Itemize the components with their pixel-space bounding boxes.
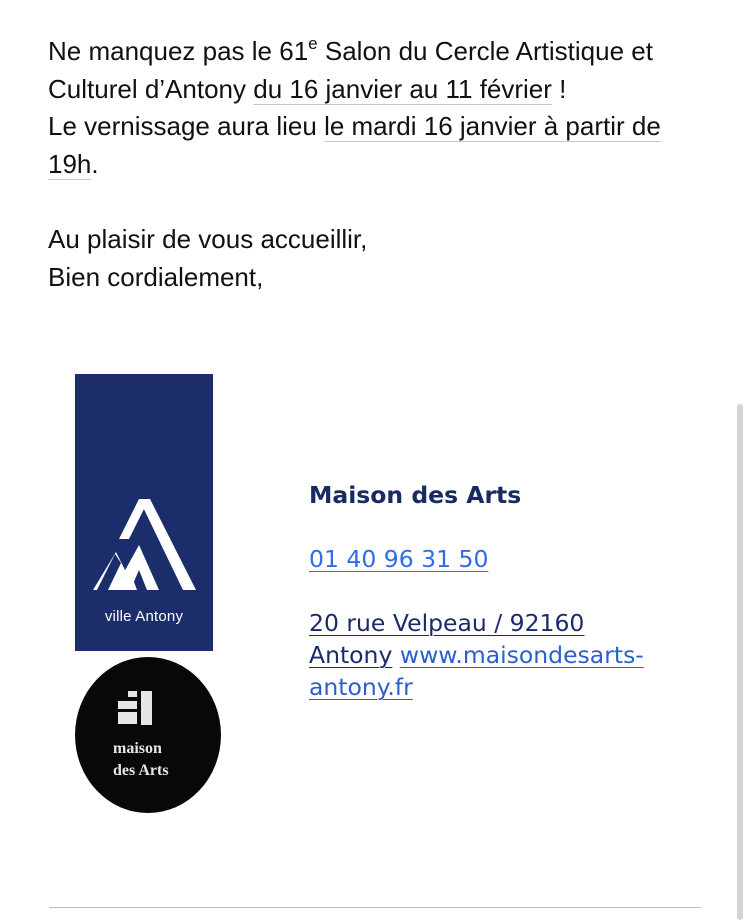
vernissage-end: .	[91, 148, 99, 179]
email-body	[48, 33, 688, 296]
exhibition-dates[interactable]: du 16 janvier au 11 février	[253, 73, 552, 104]
signature-name: Maison des Arts	[309, 481, 522, 509]
invitation-text-2: Salon du Cercle Artistique et Culturel d’Antony	[48, 36, 653, 104]
maison-des-arts-logo	[75, 657, 221, 813]
vernissage-date[interactable]: le mardi 16 janvier à partir de 19h	[48, 111, 661, 179]
vernissage-paragraph	[48, 108, 688, 183]
ville-antony-logo	[75, 374, 213, 651]
footer-divider	[49, 907, 701, 908]
address-block	[309, 607, 649, 703]
greeting-text: Au plaisir de vous accueillir,	[48, 224, 368, 254]
invitation-end: !	[551, 73, 567, 104]
mda-label-line2: des Arts	[113, 762, 169, 779]
ville-antony-label: ville Antony	[104, 608, 184, 625]
maison-des-arts-emblem-icon	[75, 657, 221, 813]
phone-link[interactable]: 01 40 96 31 50	[309, 545, 489, 573]
ordinal-superscript: e	[308, 34, 318, 53]
invitation-paragraph	[48, 33, 688, 108]
website-link[interactable]: www.maisondesarts-antony.fr	[309, 641, 644, 701]
closing-text: Bien cordialement,	[48, 261, 264, 292]
mda-label-line1: maison	[113, 740, 162, 757]
address-link[interactable]: 20 rue Velpeau / 92160 Antony	[309, 609, 585, 669]
vertical-scrollbar[interactable]	[737, 404, 743, 920]
invitation-text: Ne manquez pas le 61	[48, 36, 309, 66]
vernissage-text: Le vernissage aura lieu	[48, 111, 325, 141]
